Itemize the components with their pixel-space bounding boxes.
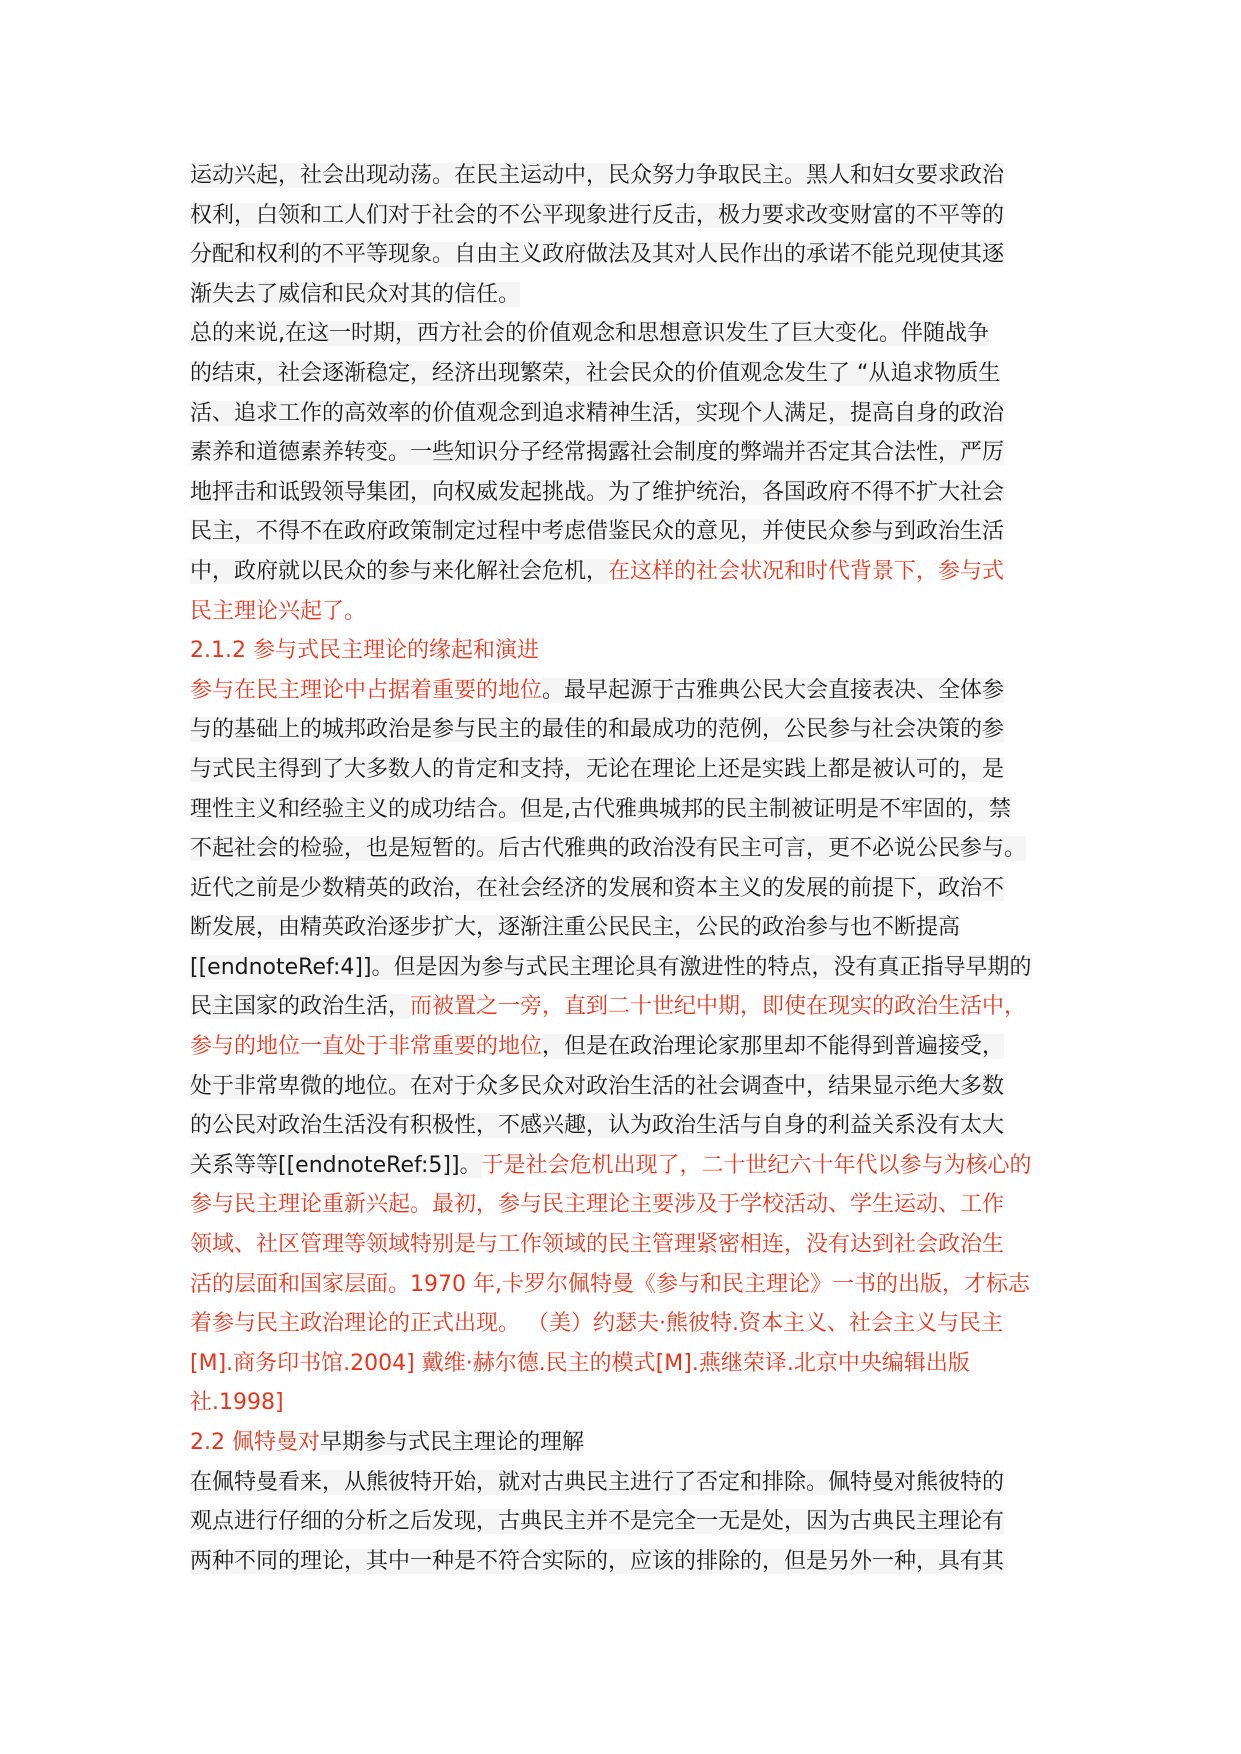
body-text: 素养和道德素养转变。一些知识分子经常揭露社会制度的弊端并否定其合法性，严厉 bbox=[190, 440, 1005, 466]
text-line bbox=[190, 908, 1080, 948]
text-line bbox=[190, 1304, 1080, 1344]
highlighted-text: 社.1998] bbox=[190, 1390, 284, 1416]
text-line bbox=[190, 671, 1080, 711]
text-line bbox=[190, 710, 1080, 750]
body-text: 渐失去了威信和民众对其的信任。 bbox=[190, 281, 521, 307]
body-text: [[endnoteRef:4]]。但是因为参与式民主理论具有激进性的特点，没有真正指导早期的 bbox=[190, 954, 1032, 980]
text-line bbox=[190, 750, 1080, 790]
text-line bbox=[190, 948, 1080, 988]
highlighted-text: 2.2 佩特曼对 bbox=[190, 1430, 320, 1455]
text-line bbox=[190, 1463, 1080, 1503]
text-line bbox=[190, 869, 1080, 909]
text-line bbox=[190, 987, 1080, 1027]
text-line bbox=[190, 1225, 1080, 1265]
text-line bbox=[190, 1067, 1080, 1107]
body-text: 关系等等[[endnoteRef:5]]。 bbox=[190, 1152, 482, 1178]
body-text: 民主，不得不在政府政策制定过程中考虑借鉴民众的意见，并使民众参与到政治生活 bbox=[190, 519, 1005, 545]
body-text: 观点进行仔细的分析之后发现，古典民主并不是完全一无是处，因为古典民主理论有 bbox=[190, 1509, 1005, 1535]
text-line bbox=[190, 1542, 1080, 1582]
body-text: 民主国家的政治生活， bbox=[190, 994, 411, 1020]
highlighted-text: 活的层面和国家层面。1970 年,卡罗尔佩特曼《参与和民主理论》一书的出版，才标志 bbox=[190, 1271, 1030, 1297]
highlighted-text: 参与民主理论重新兴起。最初，参与民主理论主要涉及于学校活动、学生运动、工作 bbox=[190, 1192, 1005, 1218]
text-line bbox=[190, 1383, 1080, 1423]
text-line bbox=[190, 1106, 1080, 1146]
text-line bbox=[190, 1185, 1080, 1225]
body-text: 处于非常卑微的地位。在对于众多民众对政治生活的社会调查中，结果显示绝大多数 bbox=[190, 1073, 1005, 1099]
text-line bbox=[190, 631, 1080, 671]
text-line bbox=[190, 1027, 1080, 1067]
body-text: 不起社会的检验，也是短暂的。后古代雅典的政治没有民主可言，更不必说公民参与。 bbox=[190, 836, 1027, 862]
body-text: 断发展，由精英政治逐步扩大，逐渐注重公民民主，公民的政治参与也不断提高 bbox=[190, 915, 961, 941]
text-line bbox=[190, 156, 1080, 196]
text-line bbox=[190, 1265, 1080, 1305]
body-text: 理性主义和经验主义的成功结合。但是,古代雅典城邦的民主制被证明是不牢固的，禁 bbox=[190, 796, 1011, 822]
text-line bbox=[190, 433, 1080, 473]
text-line bbox=[190, 473, 1080, 513]
text-line bbox=[190, 1502, 1080, 1542]
highlighted-text: 参与的地位一直处于非常重要的地位 bbox=[190, 1034, 543, 1060]
body-text: 近代之前是少数精英的政治，在社会经济的发展和资本主义的发展的前提下，政治不 bbox=[190, 875, 1005, 901]
text-line bbox=[190, 394, 1080, 434]
body-text: ，但是在政治理论家那里却不能得到普遍接受， bbox=[542, 1034, 1005, 1060]
body-text: 早期参与式民主理论的理解 bbox=[319, 1430, 584, 1455]
body-text: 与的基础上的城邦政治是参与民主的最佳的和最成功的范例，公民参与社会决策的参 bbox=[190, 717, 1005, 743]
highlighted-text: 于是社会危机出现了，二十世纪六十年代以参与为核心的 bbox=[481, 1152, 1032, 1178]
text-line bbox=[190, 1423, 1080, 1463]
highlighted-text: 领域、社区管理等领域特别是与工作领域的民主管理紧密相连，没有达到社会政治生 bbox=[190, 1232, 1005, 1258]
text-line bbox=[190, 314, 1080, 354]
text-line bbox=[190, 829, 1080, 869]
highlighted-text: 民主理论兴起了。 bbox=[190, 598, 367, 624]
body-text: 。最早起源于古雅典公民大会直接表决、全体参 bbox=[542, 677, 1005, 703]
text-line bbox=[190, 354, 1080, 394]
text-line bbox=[190, 235, 1080, 275]
body-text: 总的来说,在这一时期，西方社会的价值观念和思想意识发生了巨大变化。伴随战争 bbox=[190, 321, 989, 347]
highlighted-text: 而被置之一旁，直到二十世纪中期，即使在现实的政治生活中， bbox=[410, 994, 1027, 1020]
body-text: 活、追求工作的高效率的价值观念到追求精神生活，实现个人满足，提高自身的政治 bbox=[190, 400, 1005, 426]
body-text: 运动兴起，社会出现动荡。在民主运动中，民众努力争取民主。黑人和妇女要求政治 bbox=[190, 163, 1005, 188]
body-text: 权利，白领和工人们对于社会的不公平现象进行反击，极力要求改变财富的不平等的 bbox=[190, 202, 1005, 228]
body-text: 分配和权利的不平等现象。自由主义政府做法及其对人民作出的承诺不能兑现使其逐 bbox=[190, 242, 1005, 268]
highlighted-text: 着参与民主政治理论的正式出现。 （美）约瑟夫·熊彼特.资本主义、社会主义与民主 bbox=[190, 1311, 1003, 1337]
document-body bbox=[190, 156, 1080, 1581]
body-text: 的公民对政治生活没有积极性，不感兴趣，认为政治生活与自身的利益关系没有太大 bbox=[190, 1113, 1005, 1139]
body-text: 在佩特曼看来，从熊彼特开始，就对古典民主进行了否定和排除。佩特曼对熊彼特的 bbox=[190, 1469, 1005, 1495]
body-text: 的结束，社会逐渐稳定，经济出现繁荣，社会民众的价值观念发生了 “从追求物质生 bbox=[190, 360, 1001, 386]
text-line bbox=[190, 512, 1080, 552]
text-line bbox=[190, 196, 1080, 236]
text-line bbox=[190, 552, 1080, 592]
text-line bbox=[190, 790, 1080, 830]
highlighted-text: 参与在民主理论中占据着重要的地位 bbox=[190, 677, 543, 703]
body-text: 中，政府就以民众的参与来化解社会危机， bbox=[190, 558, 609, 584]
text-line bbox=[190, 275, 1080, 315]
text-line bbox=[190, 592, 1080, 632]
text-line bbox=[190, 1146, 1080, 1186]
body-text: 地抨击和诋毁领导集团，向权威发起挑战。为了维护统治，各国政府不得不扩大社会 bbox=[190, 479, 1005, 505]
body-text: 两种不同的理论，其中一种是不符合实际的，应该的排除的，但是另外一种，具有其 bbox=[190, 1548, 1005, 1574]
highlighted-text: 2.1.2 参与式民主理论的缘起和演进 bbox=[190, 638, 539, 664]
text-line bbox=[190, 1344, 1080, 1384]
highlighted-text: [M].商务印书馆.2004] 戴维·赫尔德.民主的模式[M].燕继荣译.北京中央编辑出版 bbox=[190, 1350, 970, 1376]
highlighted-text: 在这样的社会状况和时代背景下，参与式 bbox=[608, 558, 1005, 584]
body-text: 与式民主得到了大多数人的肯定和支持，无论在理论上还是实践上都是被认可的，是 bbox=[190, 756, 1005, 782]
